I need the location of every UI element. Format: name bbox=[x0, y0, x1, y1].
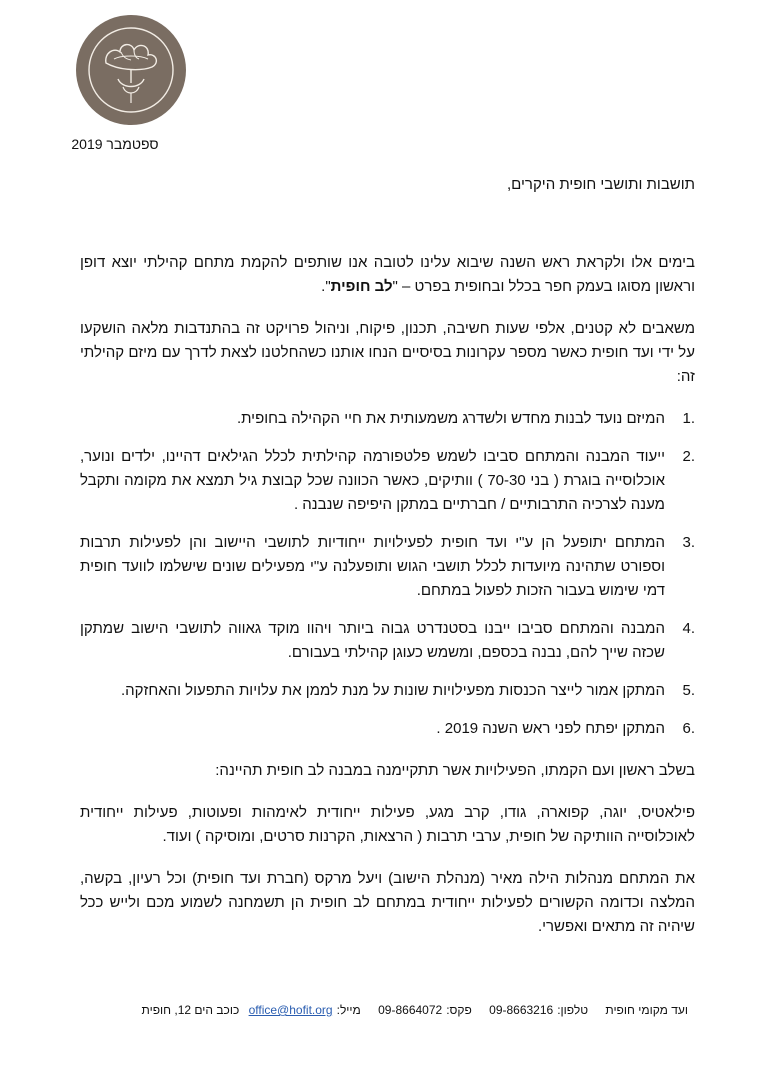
email-label: מייל: bbox=[336, 1003, 361, 1017]
principles-list bbox=[80, 407, 695, 741]
activities-paragraph: פילאטיס, יוגה, קפוארה, גודו, קרב מגע, פעילות ייחודית לאימהות ופעוטות, פעילות ייחודית לאוכלוסייה הוותיקה של חופית, ערבי תרבות ( הרצאות, הקרנות סרטים, ומוסיקה ) ועוד. bbox=[80, 804, 695, 845]
footer-address: כוכב הים 12, חופית bbox=[141, 1003, 240, 1017]
list-item bbox=[80, 717, 695, 741]
list-text: המתחם יתופעל הן ע"י ועד חופית לפעילויות ייחודיות לתושבי היישוב והן לפעילות תרבות וספורט שתהינה מיועדות לכלל תושבי הגוש ותופעלנה ע"י מפעילים שונים שישלמו לוועד חופית דמי שימוש בעבור הזכות לפעול במתחם. bbox=[80, 534, 665, 599]
list-number: 5. bbox=[682, 682, 695, 699]
list-text: המתקן אמור לייצר הכנסות מפעילויות שונות על מנת לממן את עלויות התפעול והאחזקה. bbox=[120, 682, 665, 699]
intro-paragraph bbox=[80, 251, 695, 299]
activities-intro: בשלב ראשון ועם הקמתו, הפעילויות אשר תתקיימנה במבנה לב חופית תהיינה: bbox=[215, 762, 695, 779]
phone-number: 09-8663216 bbox=[489, 1003, 554, 1017]
intro-end: ". bbox=[321, 278, 331, 295]
letter-date: ספטמבר 2019 bbox=[71, 136, 159, 152]
list-text: ייעוד המבנה והמתחם סביבו לשמש פלטפורמה קהילתית לכלל הגילאים דהיינו, ילדים ונוער, אוכלוסייה בוגרת ( בני 70-30 ) וותיקים, כאשר הכוונה שכל קבוצת גיל תמצא את מקומה ותקבל מענה לצרכיה התרבותיים / חברתיים במתקן היפיפה שנבנה . bbox=[80, 448, 665, 513]
list-number: 2. bbox=[682, 448, 695, 465]
list-item bbox=[80, 679, 695, 703]
closing-paragraph: את המתחם מנהלות הילה מאיר (מנהלת הישוב) ויעל מרקס (חברת ועד חופית) וכל רעיון, בקשה, המלצה וכדומה הקשורים לפעילות ייחודית במתחם לב חופית הן תשמחנה לשמוע מכם ולייש ככל שיהיה זה מתאים ואפשרי. bbox=[80, 870, 695, 935]
list-number: 1. bbox=[682, 410, 695, 427]
list-item bbox=[80, 407, 695, 431]
project-name: לב חופית bbox=[330, 278, 393, 295]
email-link[interactable]: office@hofit.org bbox=[248, 1003, 333, 1017]
fax-label: פקס: bbox=[446, 1003, 472, 1017]
list-number: 3. bbox=[682, 534, 695, 551]
list-text: המבנה והמתחם סביבו ייבנו בסטנדרט גבוה ביותר ויהוו מוקד גאווה לתושבי הישוב שמתקן שכזה שייך להם, נבנה בכספם, ומשמש כעוגן קהילתי בעבורם. bbox=[80, 620, 665, 661]
phone-label: טלפון: bbox=[557, 1003, 589, 1017]
resources-paragraph: משאבים לא קטנים, אלפי שעות חשיבה, תכנון, פיקוח, וניהול פרויקט זה בהתנדבות מלאה הושקעו על ידי ועד חופית כאשר מספר עקרונות בסיסיים הנחו אותנו כשהחלטנו לצאת לדרך עם מיזם קהילתי זה: bbox=[80, 320, 695, 385]
letter-body bbox=[80, 166, 695, 939]
list-number: 6. bbox=[682, 720, 695, 737]
intro-text: בימים אלו ולקראת ראש השנה שיבוא עלינו לטובה אנו שותפים להקמת מתחם קהילתי יוצא דופן וראשון מסוגו בעמק חפר בכלל ובחופית בפרט – " bbox=[80, 254, 695, 295]
list-number: 4. bbox=[682, 620, 695, 637]
list-text: המיזם נועד לבנות מחדש ולשדרג משמעותית את חיי הקהילה בחופית. bbox=[236, 410, 665, 427]
list-item bbox=[80, 445, 695, 517]
salutation: תושבות ותושבי חופית היקרים, bbox=[507, 176, 695, 193]
community-flower-logo-icon bbox=[76, 15, 186, 125]
list-item bbox=[80, 531, 695, 603]
list-item bbox=[80, 617, 695, 665]
fax-number: 09-8664072 bbox=[378, 1003, 443, 1017]
footer-contact bbox=[128, 1003, 688, 1017]
footer-org: ועד מקומי חופית bbox=[605, 1003, 688, 1017]
list-text: המתקן יפתח לפני ראש השנה 2019 . bbox=[436, 720, 665, 737]
